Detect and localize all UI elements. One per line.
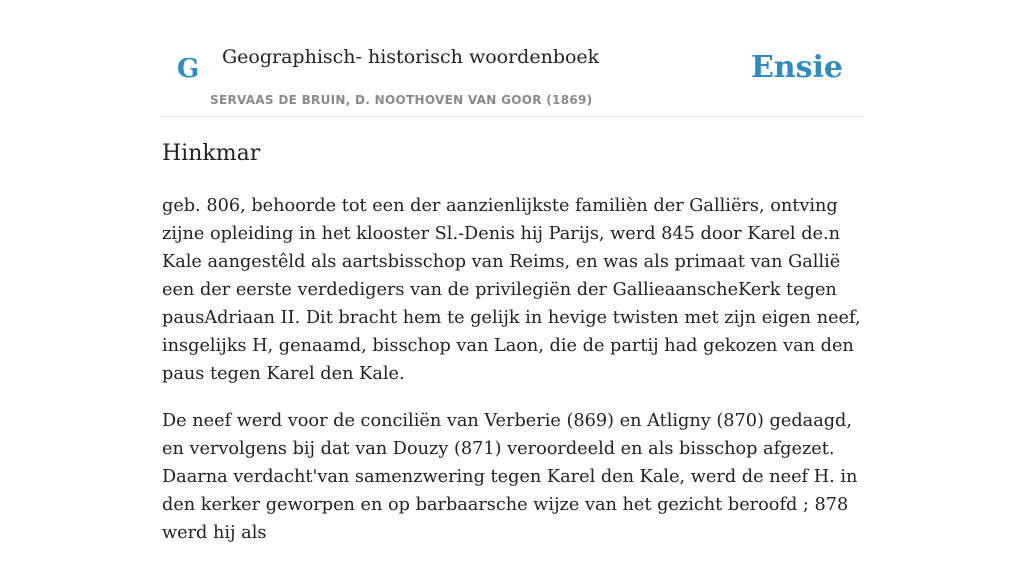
entry-paragraph: geb. 806, behoorde tot een der aanzienlijkste familièn der Galliërs, ontving zijne opleiding in het klooster Sl.-Denis hij Parijs, werd 845 door Karel de.n Kale aangestêld als aartsbisschop van Reims, en was als primaat van Gallië een der eerste verdedigers van de privilegiën der GallieaanscheKerk tegen pausAdriaan II. Dit bracht hem te gelijk in hevige twisten met zijn eigen neef, insgelijks H, genaamd, bisschop van Laon, die de partij had gekozen van den paus tegen Karel den Kale.	[162, 196, 861, 384]
entry-title: Hinkmar	[162, 141, 261, 166]
book-authors: SERVAAS DE BRUIN, D. NOOTHOVEN VAN GOOR (1869)	[210, 93, 593, 107]
header	[162, 0, 862, 117]
book-title[interactable]: Geographisch- historisch woordenboek	[222, 46, 600, 68]
brand-logo[interactable]: Ensie	[750, 50, 843, 85]
entry-paragraph: De neef werd voor de conciliën van Verberie (869) en Atligny (870) gedaagd, en vervolgens bij dat van Douzy (871) veroordeeld en als bisschop afgezet. Daarna verdacht'van samenzwering tegen Karel den Kale, werd de neef H. in den kerker geworpen en op barbaarsche wijze van het gezicht beroofd ; 878 werd hij als	[162, 411, 858, 543]
book-logo[interactable]: G	[177, 54, 200, 84]
entry-body	[162, 192, 862, 566]
